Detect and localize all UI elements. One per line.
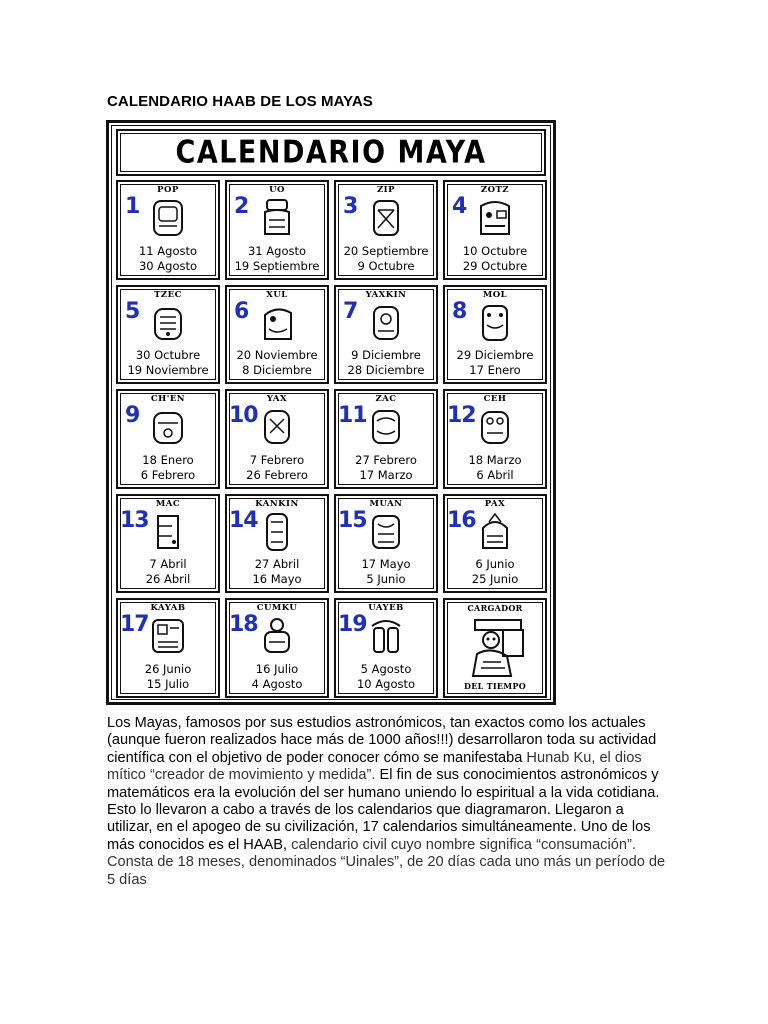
maya-glyph-icon xyxy=(150,512,186,552)
month-start-date: 18 Enero xyxy=(142,452,194,467)
month-cell xyxy=(116,180,220,280)
month-dates xyxy=(118,348,218,378)
month-cell xyxy=(443,494,547,594)
month-end-date: 6 Abril xyxy=(476,467,514,482)
month-dates xyxy=(336,557,436,587)
months-grid xyxy=(116,180,547,698)
maya-glyph-icon xyxy=(259,616,295,656)
month-start-date: 10 Octubre xyxy=(462,243,528,258)
month-start-date: 20 Noviembre xyxy=(236,348,318,363)
month-number: 18 xyxy=(229,612,258,638)
month-number: 8 xyxy=(452,298,468,324)
month-start-date: 9 Diciembre xyxy=(351,348,421,363)
month-end-date: 25 Junio xyxy=(471,572,519,587)
month-cell xyxy=(443,180,547,280)
month-cell xyxy=(443,285,547,385)
maya-glyph-icon xyxy=(477,198,513,238)
month-start-date: 27 Abril xyxy=(254,557,300,572)
month-start-date: 7 Abril xyxy=(149,557,187,572)
month-start-date: 30 Octubre xyxy=(135,348,201,363)
month-name: ZAC xyxy=(375,394,397,405)
month-dates xyxy=(118,557,218,587)
month-name: CEH xyxy=(483,394,507,405)
month-start-date: 29 Diciembre xyxy=(456,348,534,363)
month-number: 15 xyxy=(338,507,367,533)
month-number: 1 xyxy=(125,194,141,219)
month-name: ZIP xyxy=(376,185,396,195)
month-start-date: 7 Febrero xyxy=(249,452,305,467)
month-end-date: 26 Febrero xyxy=(246,467,308,482)
month-name: MOL xyxy=(482,289,508,300)
maya-glyph-icon xyxy=(477,303,513,343)
month-name: MUAN xyxy=(369,498,403,509)
month-name: MAC xyxy=(155,498,181,509)
month-dates xyxy=(227,662,327,692)
month-name: YAXKIN xyxy=(365,289,407,300)
cargador-figure-icon xyxy=(463,614,533,684)
maya-glyph-icon xyxy=(259,407,295,447)
month-cell xyxy=(116,285,220,385)
body-paragraph xyxy=(107,715,667,889)
month-name: POP xyxy=(157,185,179,195)
month-number: 16 xyxy=(447,507,476,533)
cargador-cell xyxy=(443,598,547,698)
month-name: PAX xyxy=(484,498,506,509)
month-number: 17 xyxy=(120,612,149,638)
maya-glyph-icon xyxy=(368,512,404,552)
month-dates xyxy=(445,453,545,483)
month-start-date: 31 Agosto xyxy=(247,243,307,258)
month-number: 4 xyxy=(452,194,468,219)
month-name: TZEC xyxy=(154,289,182,300)
month-name: CH'EN xyxy=(150,394,186,405)
month-dates xyxy=(445,557,545,587)
month-name: CUMKU xyxy=(256,603,298,614)
month-start-date: 11 Agosto xyxy=(138,243,198,258)
month-cell xyxy=(334,598,438,698)
month-dates xyxy=(336,348,436,378)
month-name: KANKIN xyxy=(255,498,299,509)
month-name: UAYEB xyxy=(368,603,404,614)
month-cell xyxy=(225,598,329,698)
month-end-date: 30 Agosto xyxy=(138,258,198,273)
month-end-date: 17 Marzo xyxy=(359,467,413,482)
month-dates xyxy=(118,453,218,483)
month-dates xyxy=(445,244,545,274)
month-cell xyxy=(225,180,329,280)
month-cell xyxy=(334,494,438,594)
month-name: XUL xyxy=(266,289,288,300)
cargador-label: CARGADOR xyxy=(467,603,523,614)
month-name: KAYAB xyxy=(150,603,186,614)
month-cell xyxy=(334,389,438,489)
month-end-date: 8 Diciembre xyxy=(242,363,312,378)
month-dates xyxy=(336,662,436,692)
month-number: 6 xyxy=(234,298,250,324)
maya-glyph-icon xyxy=(150,303,186,343)
month-dates xyxy=(227,453,327,483)
body-text-part-3: El fin de sus conocimientos astronómicos y matemáticos era la evolución del ser humano uniendo lo espiritual a la vida cotidiana. Esto lo llevaron a cabo a través de los calendarios que diagramaron. Llegaron a utilizar, en el apogeo de su civilización, 17 calendarios simultáneamente. Uno de los más conocidos es el HAAB, xyxy=(107,767,660,853)
month-cell xyxy=(225,389,329,489)
month-dates xyxy=(118,244,218,274)
calendar-header xyxy=(116,129,546,176)
month-name: UO xyxy=(269,185,285,195)
month-name: YAX xyxy=(266,394,288,405)
month-cell xyxy=(334,180,438,280)
month-dates xyxy=(227,557,327,587)
month-end-date: 26 Abril xyxy=(145,572,191,587)
month-start-date: 16 Julio xyxy=(255,661,299,676)
month-cell xyxy=(116,494,220,594)
month-start-date: 5 Agosto xyxy=(360,661,412,676)
document-title: CALENDARIO HAAB DE LOS MAYAS xyxy=(107,93,373,110)
month-cell xyxy=(116,389,220,489)
month-number: 3 xyxy=(343,194,359,219)
month-dates xyxy=(227,348,327,378)
month-dates xyxy=(445,348,545,378)
month-dates xyxy=(227,244,327,274)
month-start-date: 20 Septiembre xyxy=(343,243,429,258)
maya-calendar-figure xyxy=(106,120,556,705)
maya-glyph-icon xyxy=(477,512,513,552)
month-number: 19 xyxy=(338,612,367,638)
month-dates xyxy=(336,244,436,274)
maya-glyph-icon xyxy=(150,616,186,656)
month-start-date: 6 Junio xyxy=(475,557,515,572)
maya-glyph-icon xyxy=(259,198,295,238)
maya-glyph-icon xyxy=(368,198,404,238)
body-text-part-1: Los Mayas, famosos por sus estudios astronómicos, tan exactos como los actuales (aunque fueron realizados hace más de 1000 años!!!) desarrollaron toda su actividad científica con el objetivo de poder conocer cómo se manifestaba xyxy=(107,715,657,766)
month-number: 2 xyxy=(234,194,250,219)
month-end-date: 9 Octubre xyxy=(357,258,415,273)
maya-glyph-icon xyxy=(368,407,404,447)
month-dates xyxy=(336,453,436,483)
maya-glyph-icon xyxy=(368,616,404,656)
body-text-part-2: Hunab Ku, el dios mítico “creador de movimiento y medida”. xyxy=(107,749,642,784)
month-end-date: 10 Agosto xyxy=(356,676,416,691)
month-start-date: 18 Marzo xyxy=(468,452,522,467)
month-cell xyxy=(443,389,547,489)
maya-glyph-icon xyxy=(150,198,186,238)
cargador-sublabel: DEL TIEMPO xyxy=(463,680,527,691)
body-text-part-4: calendario civil cuyo nombre significa “consumación”. Consta de 18 meses, denominados “Uinales”, de 20 días cada uno más un período de 5 días xyxy=(107,836,666,888)
month-cell xyxy=(334,285,438,385)
month-number: 12 xyxy=(447,403,476,429)
month-number: 10 xyxy=(229,403,258,429)
month-end-date: 28 Diciembre xyxy=(347,363,425,378)
month-end-date: 19 Noviembre xyxy=(127,363,209,378)
month-cell xyxy=(225,494,329,594)
maya-glyph-icon xyxy=(477,407,513,447)
month-number: 9 xyxy=(125,403,141,429)
month-number: 14 xyxy=(229,507,258,533)
month-cell xyxy=(225,285,329,385)
month-end-date: 5 Junio xyxy=(366,572,406,587)
month-end-date: 17 Enero xyxy=(469,363,521,378)
month-end-date: 16 Mayo xyxy=(252,572,302,587)
month-cell xyxy=(116,598,220,698)
month-end-date: 4 Agosto xyxy=(251,676,303,691)
month-number: 13 xyxy=(120,507,149,533)
month-number: 5 xyxy=(125,298,141,324)
maya-glyph-icon xyxy=(368,303,404,343)
month-start-date: 17 Mayo xyxy=(361,557,411,572)
month-end-date: 15 Julio xyxy=(146,676,190,691)
calendar-header-text: CALENDARIO MAYA xyxy=(175,134,487,171)
month-end-date: 19 Septiembre xyxy=(234,258,320,273)
month-end-date: 6 Febrero xyxy=(140,467,196,482)
maya-glyph-icon xyxy=(259,512,295,552)
month-number: 11 xyxy=(338,403,367,429)
maya-glyph-icon xyxy=(150,407,186,447)
month-number: 7 xyxy=(343,298,359,324)
month-start-date: 26 Junio xyxy=(144,661,192,676)
month-end-date: 29 Octubre xyxy=(462,258,528,273)
month-dates xyxy=(118,662,218,692)
month-name: ZOTZ xyxy=(480,185,510,195)
month-start-date: 27 Febrero xyxy=(355,452,417,467)
maya-glyph-icon xyxy=(259,303,295,343)
